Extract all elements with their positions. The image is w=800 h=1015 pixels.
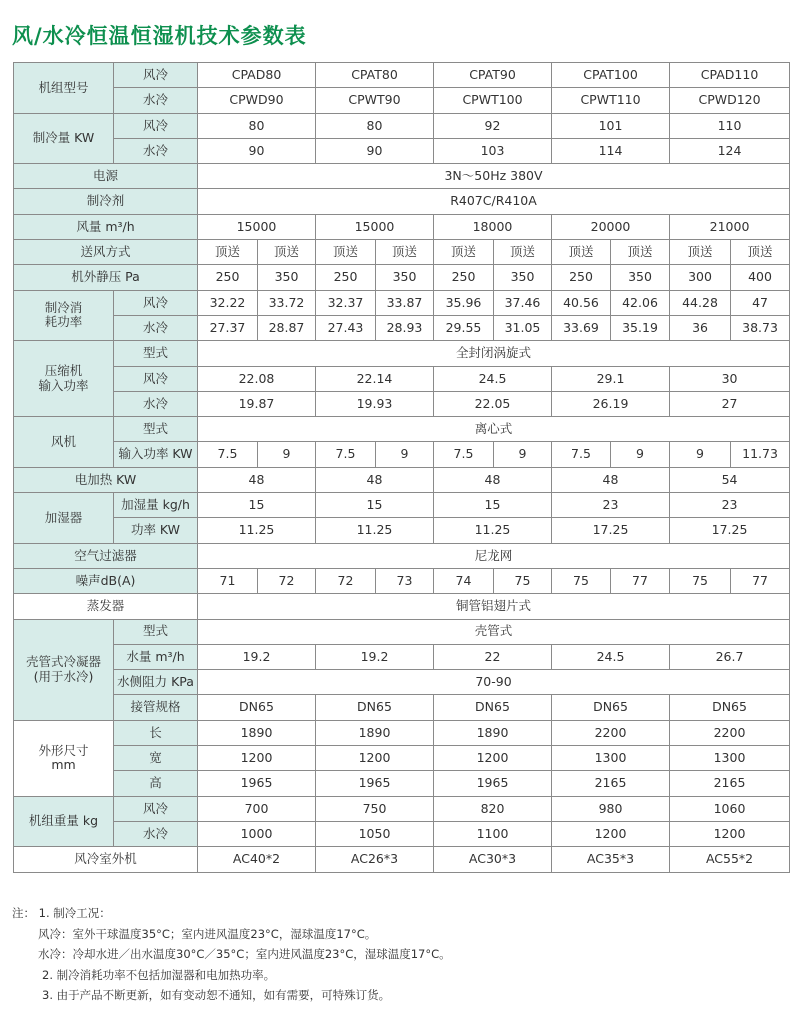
table-cell: 48 <box>434 467 552 492</box>
table-header-cell: 风冷 <box>114 290 198 315</box>
table-row <box>14 341 790 366</box>
table-cell: 92 <box>434 113 552 138</box>
table-header-cell: 压缩机 输入功率 <box>14 341 114 417</box>
table-header-cell: 加湿量 kg/h <box>114 493 198 518</box>
table-cell: 114 <box>552 138 670 163</box>
table-cell: 350 <box>611 265 670 290</box>
table-cell: 73 <box>376 568 434 593</box>
table-cell: 103 <box>434 138 552 163</box>
table-cell: 11.25 <box>198 518 316 543</box>
table-cell: 19.87 <box>198 391 316 416</box>
table-header-cell: 壳管式冷凝器 (用于水冷) <box>14 619 114 720</box>
table-header-cell: 型式 <box>114 417 198 442</box>
table-cell: 3N～50Hz 380V <box>198 164 790 189</box>
table-header-cell: 电加热 KW <box>14 467 198 492</box>
table-header-cell: 风机 <box>14 417 114 468</box>
table-cell: 22.08 <box>198 366 316 391</box>
table-cell: 350 <box>494 265 552 290</box>
table-row <box>14 442 790 467</box>
table-header-cell: 高 <box>114 771 198 796</box>
table-header-cell: 制冷量 KW <box>14 113 114 164</box>
table-cell: 2200 <box>670 720 790 745</box>
table-header-cell: 电源 <box>14 164 198 189</box>
table-row <box>14 771 790 796</box>
table-header-cell: 水冷 <box>114 821 198 846</box>
table-cell: 350 <box>258 265 316 290</box>
table-cell: 27 <box>670 391 790 416</box>
table-cell: 47 <box>731 290 790 315</box>
table-cell: 2165 <box>552 771 670 796</box>
table-row <box>14 265 790 290</box>
table-cell: 400 <box>731 265 790 290</box>
table-header-cell: 型式 <box>114 341 198 366</box>
table-row <box>14 88 790 113</box>
table-cell: 1100 <box>434 821 552 846</box>
table-cell: 72 <box>316 568 376 593</box>
table-cell: 2165 <box>670 771 790 796</box>
table-header-cell: 水冷 <box>114 315 198 340</box>
table-header-cell: 机组型号 <box>14 63 114 114</box>
table-header-cell: 水侧阻力 KPa <box>114 670 198 695</box>
table-cell: 24.5 <box>434 366 552 391</box>
table-cell: 7.5 <box>198 442 258 467</box>
table-cell: 11.25 <box>434 518 552 543</box>
table-cell: 71 <box>198 568 258 593</box>
table-cell: 75 <box>494 568 552 593</box>
note-line: 水冷：冷却水进／出水温度30°C／35°C；室内进风温度23°C，湿球温度17°C。 <box>38 947 451 961</box>
table-cell: 42.06 <box>611 290 670 315</box>
table-cell: 22.05 <box>434 391 552 416</box>
table-cell: CPAD80 <box>198 63 316 88</box>
table-row <box>14 670 790 695</box>
table-cell: 72 <box>258 568 316 593</box>
table-cell: 27.37 <box>198 315 258 340</box>
table-cell: 1890 <box>434 720 552 745</box>
table-cell: 44.28 <box>670 290 731 315</box>
table-cell: 24.5 <box>552 644 670 669</box>
table-cell: 1890 <box>316 720 434 745</box>
table-cell: 28.87 <box>258 315 316 340</box>
table-cell: 铜管铝翅片式 <box>198 594 790 619</box>
table-cell: 28.93 <box>376 315 434 340</box>
table-cell: 32.37 <box>316 290 376 315</box>
table-cell: 30 <box>670 366 790 391</box>
table-cell: 15 <box>316 493 434 518</box>
table-cell: 1300 <box>552 746 670 771</box>
table-cell: 250 <box>316 265 376 290</box>
table-cell: 75 <box>670 568 731 593</box>
table-cell: 风冷室外机 <box>14 847 198 872</box>
table-cell: 蒸发器 <box>14 594 198 619</box>
table-header-cell: 功率 KW <box>114 518 198 543</box>
table-row <box>14 214 790 239</box>
table-cell: 1000 <box>198 821 316 846</box>
table-cell: 36 <box>670 315 731 340</box>
table-cell: 90 <box>316 138 434 163</box>
table-cell: 38.73 <box>731 315 790 340</box>
table-cell: 74 <box>434 568 494 593</box>
table-cell: 离心式 <box>198 417 790 442</box>
table-cell: 15 <box>434 493 552 518</box>
table-cell: 33.69 <box>552 315 611 340</box>
table-cell: 9 <box>258 442 316 467</box>
table-cell: CPWD120 <box>670 88 790 113</box>
table-row <box>14 113 790 138</box>
table-cell: 15 <box>198 493 316 518</box>
table-cell: 15000 <box>316 214 434 239</box>
table-cell: AC30*3 <box>434 847 552 872</box>
table-cell: 300 <box>670 265 731 290</box>
table-header-cell: 风量 m³/h <box>14 214 198 239</box>
table-header-cell: 噪声dB(A) <box>14 568 198 593</box>
note-line: 3. 由于产品不断更新，如有变动恕不通知，如有需要，可特殊订货。 <box>42 988 391 1002</box>
table-row <box>14 746 790 771</box>
table-cell: 顶送 <box>434 240 494 265</box>
table-cell: 顶送 <box>552 240 611 265</box>
note-line: 注： 1. 制冷工况： <box>12 906 111 920</box>
table-cell: 101 <box>552 113 670 138</box>
table-row <box>14 391 790 416</box>
table-cell: DN65 <box>434 695 552 720</box>
table-cell: 9 <box>376 442 434 467</box>
table-cell: 70-90 <box>198 670 790 695</box>
table-cell: 35.96 <box>434 290 494 315</box>
table-cell: 37.46 <box>494 290 552 315</box>
table-cell: 1050 <box>316 821 434 846</box>
table-cell: 9 <box>611 442 670 467</box>
table-cell: 32.22 <box>198 290 258 315</box>
table-row <box>14 240 790 265</box>
table-cell: CPWT100 <box>434 88 552 113</box>
table-cell: 顶送 <box>670 240 731 265</box>
table-row <box>14 467 790 492</box>
table-row <box>14 796 790 821</box>
table-cell: 7.5 <box>316 442 376 467</box>
table-cell: 17.25 <box>670 518 790 543</box>
table-cell: AC26*3 <box>316 847 434 872</box>
table-cell: 顶送 <box>611 240 670 265</box>
table-cell: 1200 <box>552 821 670 846</box>
table-cell: 22.14 <box>316 366 434 391</box>
table-cell: 35.19 <box>611 315 670 340</box>
table-cell: 77 <box>611 568 670 593</box>
table-cell: 250 <box>198 265 258 290</box>
table-cell: 980 <box>552 796 670 821</box>
table-row <box>14 518 790 543</box>
table-header-cell: 风冷 <box>114 796 198 821</box>
table-cell: 820 <box>434 796 552 821</box>
table-cell: 1200 <box>316 746 434 771</box>
note-line: 风冷：室外干球温度35°C；室内进风温度23°C，湿球温度17°C。 <box>38 926 377 941</box>
table-header-cell: 水冷 <box>114 138 198 163</box>
table-cell: 26.7 <box>670 644 790 669</box>
table-cell: 29.55 <box>434 315 494 340</box>
table-cell: 顶送 <box>731 240 790 265</box>
table-cell: 124 <box>670 138 790 163</box>
table-cell: 21000 <box>670 214 790 239</box>
table-cell: 48 <box>316 467 434 492</box>
table-row <box>14 695 790 720</box>
table-cell: CPWT90 <box>316 88 434 113</box>
table-row <box>14 568 790 593</box>
table-header-cell: 机组重量 kg <box>14 796 114 847</box>
spec-table-body <box>14 63 790 873</box>
table-cell: 750 <box>316 796 434 821</box>
table-cell: 40.56 <box>552 290 611 315</box>
table-row <box>14 720 790 745</box>
notes <box>12 903 451 1006</box>
table-cell: 1200 <box>670 821 790 846</box>
table-cell: CPAT80 <box>316 63 434 88</box>
table-cell: 18000 <box>434 214 552 239</box>
table-cell: R407C/R410A <box>198 189 790 214</box>
page-title: 风/水冷恒温恒湿机技术参数表 <box>12 23 307 48</box>
table-cell: CPAT90 <box>434 63 552 88</box>
table-header-cell: 加湿器 <box>14 493 114 544</box>
table-row <box>14 315 790 340</box>
table-row <box>14 619 790 644</box>
table-header-cell: 接管规格 <box>114 695 198 720</box>
table-cell: 77 <box>731 568 790 593</box>
table-header-cell: 输入功率 KW <box>114 442 198 467</box>
table-row <box>14 164 790 189</box>
note-line: 2. 制冷消耗功率不包括加湿器和电加热功率。 <box>42 967 276 982</box>
table-header-cell: 水量 m³/h <box>114 644 198 669</box>
table-cell: 700 <box>198 796 316 821</box>
table-cell: 350 <box>376 265 434 290</box>
table-cell: AC40*2 <box>198 847 316 872</box>
table-cell: 11.25 <box>316 518 434 543</box>
table-cell: 22 <box>434 644 552 669</box>
table-cell: 27.43 <box>316 315 376 340</box>
table-cell: AC55*2 <box>670 847 790 872</box>
table-cell: 1965 <box>434 771 552 796</box>
table-cell: 19.93 <box>316 391 434 416</box>
table-row <box>14 290 790 315</box>
table-cell: 9 <box>670 442 731 467</box>
table-cell: 23 <box>552 493 670 518</box>
table-cell: 75 <box>552 568 611 593</box>
table-header-cell: 制冷消 耗功率 <box>14 290 114 341</box>
table-cell: 19.2 <box>316 644 434 669</box>
table-cell: 31.05 <box>494 315 552 340</box>
table-cell: 250 <box>434 265 494 290</box>
table-cell: 1300 <box>670 746 790 771</box>
table-cell: 1200 <box>434 746 552 771</box>
table-cell: 2200 <box>552 720 670 745</box>
table-row <box>14 644 790 669</box>
table-cell: 80 <box>316 113 434 138</box>
table-cell: 7.5 <box>434 442 494 467</box>
table-header-cell: 风冷 <box>114 63 198 88</box>
table-cell: CPAT100 <box>552 63 670 88</box>
table-cell: 80 <box>198 113 316 138</box>
table-cell: 1965 <box>316 771 434 796</box>
spec-table <box>13 62 790 873</box>
table-cell: 顶送 <box>376 240 434 265</box>
table-cell: DN65 <box>198 695 316 720</box>
table-header-cell: 水冷 <box>114 88 198 113</box>
table-header-cell: 宽 <box>114 746 198 771</box>
table-cell: 全封闭涡旋式 <box>198 341 790 366</box>
table-cell: CPWD90 <box>198 88 316 113</box>
table-cell: 15000 <box>198 214 316 239</box>
table-cell: 壳管式 <box>198 619 790 644</box>
table-cell: 顶送 <box>494 240 552 265</box>
table-row <box>14 594 790 619</box>
table-cell: 尼龙网 <box>198 543 790 568</box>
table-cell: 顶送 <box>316 240 376 265</box>
table-cell: 1060 <box>670 796 790 821</box>
table-cell: DN65 <box>316 695 434 720</box>
table-row <box>14 189 790 214</box>
table-cell: AC35*3 <box>552 847 670 872</box>
table-cell: 29.1 <box>552 366 670 391</box>
table-cell: 1965 <box>198 771 316 796</box>
table-row <box>14 543 790 568</box>
table-header-cell: 长 <box>114 720 198 745</box>
table-cell: 54 <box>670 467 790 492</box>
table-row <box>14 821 790 846</box>
table-cell: 19.2 <box>198 644 316 669</box>
table-cell: 7.5 <box>552 442 611 467</box>
table-row <box>14 417 790 442</box>
table-cell: 48 <box>552 467 670 492</box>
table-header-cell: 风冷 <box>114 113 198 138</box>
table-header-cell: 机外静压 Pa <box>14 265 198 290</box>
table-row <box>14 493 790 518</box>
table-cell: 顶送 <box>258 240 316 265</box>
table-cell: 23 <box>670 493 790 518</box>
table-row <box>14 847 790 872</box>
table-header-cell: 型式 <box>114 619 198 644</box>
table-cell: 1890 <box>198 720 316 745</box>
table-cell: 9 <box>494 442 552 467</box>
table-cell: 90 <box>198 138 316 163</box>
table-header-cell: 水冷 <box>114 391 198 416</box>
table-row <box>14 138 790 163</box>
table-header-cell: 制冷剂 <box>14 189 198 214</box>
table-cell: 33.87 <box>376 290 434 315</box>
table-cell: 11.73 <box>731 442 790 467</box>
table-row <box>14 366 790 391</box>
table-cell: 250 <box>552 265 611 290</box>
table-cell: 110 <box>670 113 790 138</box>
table-cell: 20000 <box>552 214 670 239</box>
table-cell: CPAD110 <box>670 63 790 88</box>
table-header-cell: 送风方式 <box>14 240 198 265</box>
table-cell: 1200 <box>198 746 316 771</box>
table-header-cell: 风冷 <box>114 366 198 391</box>
table-cell: DN65 <box>552 695 670 720</box>
table-cell: 外形尺寸 mm <box>14 720 114 796</box>
table-cell: 48 <box>198 467 316 492</box>
table-cell: 顶送 <box>198 240 258 265</box>
table-header-cell: 空气过滤器 <box>14 543 198 568</box>
table-cell: CPWT110 <box>552 88 670 113</box>
table-cell: 17.25 <box>552 518 670 543</box>
table-cell: 26.19 <box>552 391 670 416</box>
table-cell: 33.72 <box>258 290 316 315</box>
table-row <box>14 63 790 88</box>
table-cell: DN65 <box>670 695 790 720</box>
